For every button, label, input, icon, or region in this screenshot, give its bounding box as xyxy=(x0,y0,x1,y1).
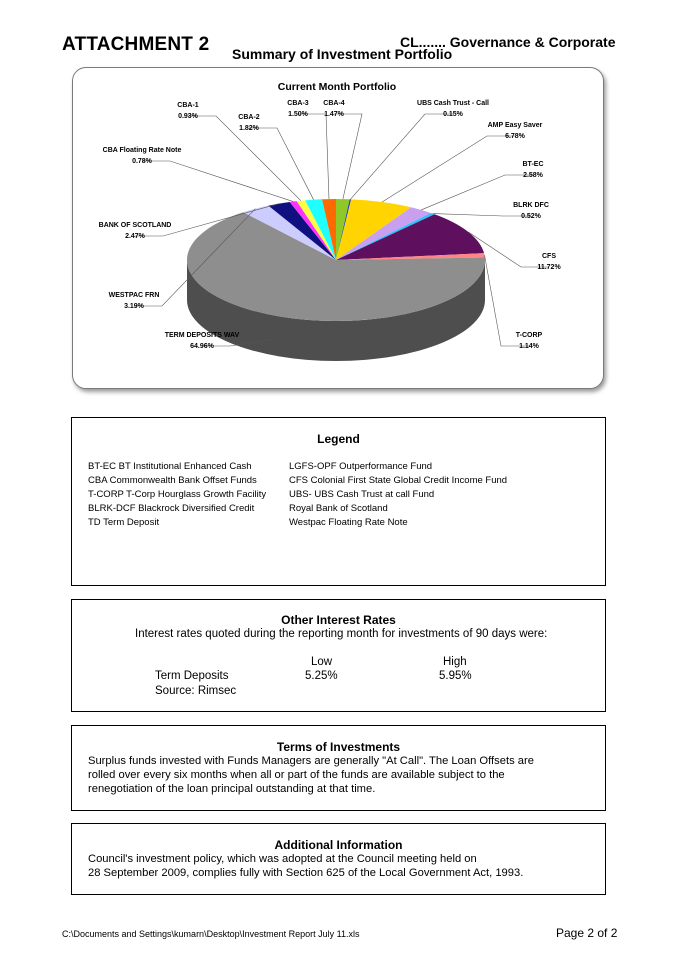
terms-line: rolled over every six months when all or part of the funds are available subject to the xyxy=(88,769,505,782)
info-line: Council's investment policy, which was adopted at the Council meeting held on xyxy=(88,853,477,865)
info-line: 28 September 2009, complies fully with Section 625 of the Local Government Act, 1993. xyxy=(88,867,524,880)
legend-left-item: BT-EC BT Institutional Enhanced Cash xyxy=(88,461,252,472)
slice-value-label: 0.93% xyxy=(178,113,198,120)
slice-value-label: 2.58% xyxy=(523,172,543,179)
legend-left-item: T-CORP T-Corp Hourglass Growth Facility xyxy=(88,489,267,500)
slice-value-label: 1.14% xyxy=(519,343,539,350)
slice-value-label: 1.82% xyxy=(239,125,259,132)
slice-label: AMP Easy Saver xyxy=(487,122,543,129)
slice-value-label: 3.19% xyxy=(124,303,144,310)
legend-right-item: CFS Colonial First State Global Credit Income Fund xyxy=(289,475,508,486)
slice-value-label: 6.78% xyxy=(505,133,525,140)
terms-paragraph xyxy=(88,754,593,797)
attachment-title: ATTACHMENT 2 xyxy=(62,34,210,55)
legend-left-item: CBA Commonwealth Bank Offset Funds xyxy=(88,475,257,486)
slice-label: CFS xyxy=(542,253,556,260)
rates-row-label: Term Deposits xyxy=(155,670,229,682)
leader-line xyxy=(350,114,453,199)
legend-box xyxy=(71,417,606,586)
terms-line: renegotiation of the loan principal outstanding at that time. xyxy=(88,783,376,796)
terms-box xyxy=(71,725,606,811)
terms-title: Terms of Investments xyxy=(276,740,401,754)
slice-label: UBS Cash Trust - Call xyxy=(417,100,489,107)
legend-right-item: LGFS-OPF Outperformance Fund xyxy=(289,461,433,472)
slice-label: CBA-2 xyxy=(238,114,260,121)
leader-line xyxy=(298,114,329,199)
slice-value-label: 1.50% xyxy=(288,111,308,118)
slice-label: WESTPAC FRN xyxy=(108,292,160,299)
chart-title: Current Month Portfolio xyxy=(277,81,397,93)
slice-value-label: 0.15% xyxy=(443,111,463,118)
info-title: Additional Information xyxy=(274,838,403,852)
rates-title: Other Interest Rates xyxy=(281,613,396,627)
slice-value-label: 1.47% xyxy=(324,111,344,118)
leader-line xyxy=(433,214,531,216)
slice-label: CBA Floating Rate Note xyxy=(102,147,182,154)
slice-label: BANK OF SCOTLAND xyxy=(98,222,172,229)
terms-line: Surplus funds invested with Funds Managers are generally "At Call". The Loan Offsets are xyxy=(88,755,534,767)
rates-intro: Interest rates quoted during the reporting month for investments of 90 days were: xyxy=(135,628,548,640)
slice-label: CBA-4 xyxy=(323,100,345,107)
slice-label: BLRK DFC xyxy=(513,202,549,209)
rates-high-value: 5.95% xyxy=(439,670,472,682)
department-heading: CL....... Governance & Corporate xyxy=(400,34,616,50)
legend-left-item: BLRK-DCF Blackrock Diversified Credit xyxy=(88,503,255,514)
legend-title: Legend xyxy=(317,432,360,446)
slice-label: BT-EC xyxy=(522,161,544,168)
rates-source: Source: Rimsec xyxy=(155,685,237,697)
footer-page-number: Page 2 of 2 xyxy=(556,926,618,940)
interest-rates-box xyxy=(71,599,606,712)
slice-label: CBA-1 xyxy=(177,102,199,109)
slice-label: CBA-3 xyxy=(287,100,309,107)
info-paragraph xyxy=(88,852,593,880)
additional-info-box xyxy=(71,823,606,895)
slice-label: T-CORP xyxy=(515,332,543,339)
slice-value-label: 64.96% xyxy=(190,343,214,350)
portfolio-pie-chart xyxy=(72,67,604,389)
legend-right-item: UBS- UBS Cash Trust at call Fund xyxy=(289,489,435,500)
legend-right-item: Royal Bank of Scotland xyxy=(289,503,388,514)
slice-value-label: 0.78% xyxy=(132,158,152,165)
slice-label: TERM DEPOSITS WAV xyxy=(164,332,240,339)
legend-right-item: Westpac Floating Rate Note xyxy=(289,517,408,528)
leader-line xyxy=(334,114,362,199)
slice-value-label: 2.47% xyxy=(125,233,145,240)
leader-line xyxy=(249,128,314,200)
rates-low-header: Low xyxy=(311,656,333,668)
legend-left-item: TD Term Deposit xyxy=(88,517,160,528)
summary-title: Summary of Investment Portfolio xyxy=(232,46,453,62)
footer-file-path: C:\Documents and Settings\kumarn\Desktop\Investment Report July 11.xls xyxy=(62,929,360,939)
slice-value-label: 11.72% xyxy=(537,264,561,271)
slice-value-label: 0.52% xyxy=(521,213,541,220)
rates-high-header: High xyxy=(443,656,467,668)
leader-line xyxy=(142,161,293,202)
leader-line xyxy=(382,136,515,202)
rates-low-value: 5.25% xyxy=(305,670,338,682)
